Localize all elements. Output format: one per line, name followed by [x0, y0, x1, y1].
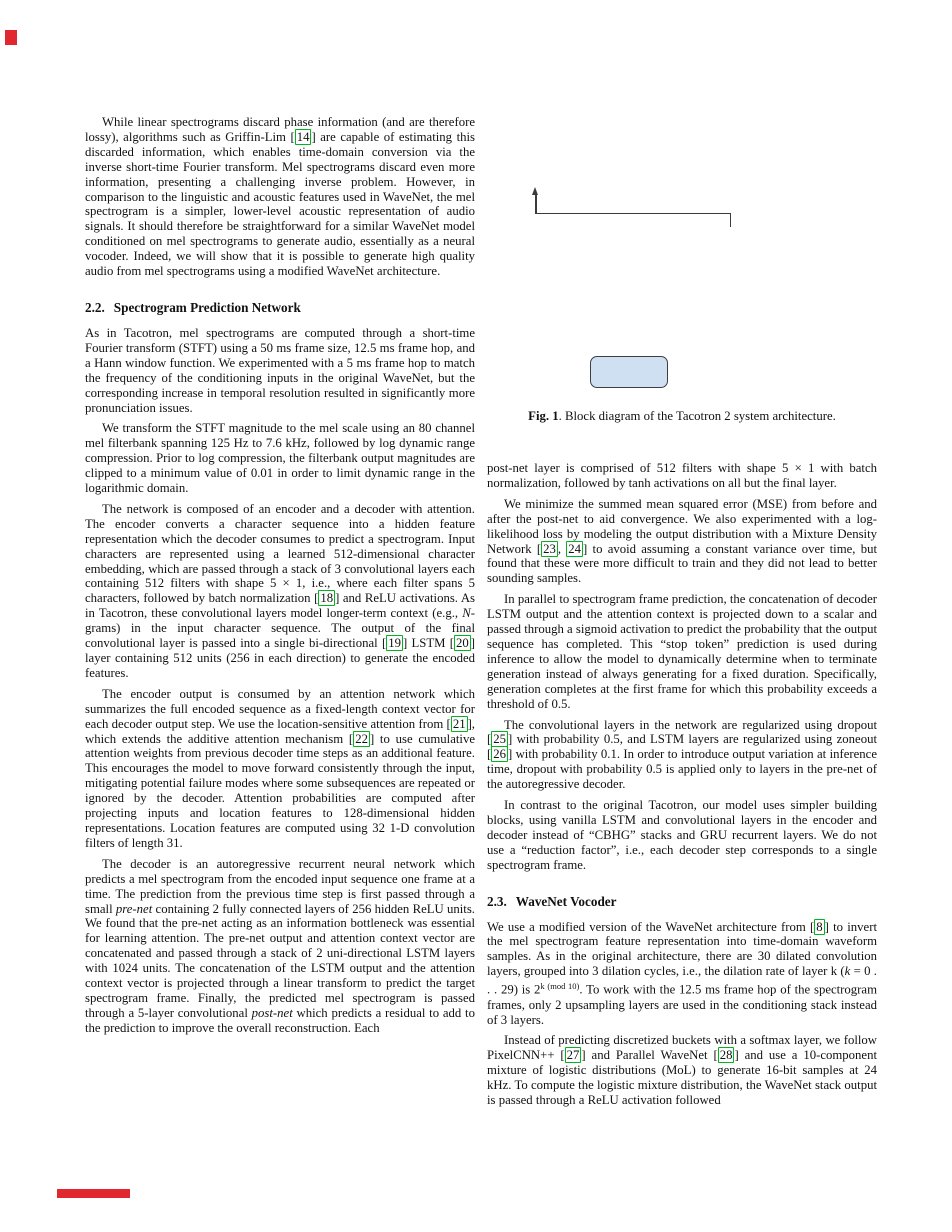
citation-link[interactable]: 24	[568, 541, 582, 556]
citation-link[interactable]: 21	[452, 716, 466, 731]
paragraph: The encoder output is consumed by an attention network which summarizes the full encoded sequence as a fixed-length context vector for each decoder output step. We use the location-sensitive attention from [ 21 ], which extends the additive attention mechanism [ 22 ] to use cumulative attention weights from previous decoder time steps as an additional feature. This encourages the model to move forward consistently through the input, mitigating potential failure modes where some subsequences are repeated or ignored by the decoder. Attention probabilities are computed after projecting inputs and location features to 128-dimensional hidden representations. Location features are computed using 32 1-D convolution filters of length 31.	[85, 686, 475, 850]
paragraph: post-net layer is comprised of 512 filters with shape 5 × 1 with batch normalization, followed by tanh activations on all but the final layer.	[487, 461, 877, 490]
red-annotation-top-left	[5, 30, 17, 45]
right-column	[487, 130, 877, 1114]
figure-1-diagram	[487, 130, 877, 408]
citation-link[interactable]: 26	[493, 747, 506, 762]
citation-link[interactable]: 22	[355, 731, 368, 746]
figure-1-caption	[487, 408, 877, 424]
paragraph: We use a modified version of the WaveNet architecture from [ 8 ] to invert the mel spectrogram feature representation into time-domain waveform samples. As in the original architecture, there are 30 dilated convolution layers, grouped into 3 dilation cycles, i.e., the dilation rate of layer k (k = 0 . . . 29) is $2^{k (mod 10)}$. To work with the 12.5 ms frame hop of the spectrogram frames, only 2 upsampling layers are used in the conditioning stack instead of 3 layers.	[487, 919, 877, 1027]
citation-link[interactable]: 8	[816, 919, 823, 934]
connector-line-horizontal	[535, 213, 731, 215]
left-column	[85, 115, 475, 1042]
citation-link[interactable]: 19	[388, 636, 401, 651]
citation-link[interactable]: 20	[456, 636, 469, 651]
figure-caption-text: . Block diagram of the Tacotron 2 system architecture.	[558, 409, 836, 423]
diagram-block	[590, 356, 668, 388]
paragraph: While linear spectrograms discard phase information (and are therefore lossy), algorithms such as Griffin-Lim [ 14 ] are capable of estimating this discarded information, which enables time-domain conversion via the inverse short-time Fourier transform. Mel spectrograms discard even more information, presenting a challenging inverse problem. However, in comparison to the linguistic and acoustic features used in WaveNet, the mel spectrogram is a simpler, lower-level acoustic representation of audio signals. It should therefore be straightforward for a similar WaveNet model conditioned on mel spectrograms to generate audio, essentially as a neural vocoder. Indeed, we will show that it is possible to generate high quality audio from mel spectrograms using a modified WaveNet architecture.	[85, 115, 475, 279]
section-heading-2-3	[487, 893, 877, 910]
paragraph: The network is composed of an encoder and a decoder with attention. The encoder converts a character sequence into a hidden feature representation which the decoder consumes to predict a spectrogram. Input characters are represented using a learned 512-dimensional character embedding, which are passed through a stack of 3 convolutional layers each containing 512 filters with shape 5 × 1, i.e., where each filter spans 5 characters, followed by batch normalization [ 18 ] and ReLU activations. As in Tacotron, these convolutional layers model longer-term context (e.g., N-grams) in the input character sequence. The output of the final convolutional layer is passed into a single bi-directional [ 19 ] LSTM [ 20 ] layer containing 512 units (256 in each direction) to generate the encoded features.	[85, 501, 476, 680]
citation-link[interactable]: 28	[719, 1048, 733, 1063]
paragraph: In contrast to the original Tacotron, our model uses simpler building blocks, using vanilla LSTM and convolutional layers in the encoder and decoder instead of “CBHG” stacks and GRU recurrent layers. We do not use a “reduction factor”, i.e., each decoder step corresponds to a single spectrogram frame.	[487, 798, 877, 872]
citation-link[interactable]: 14	[296, 129, 310, 144]
connector-line-vertical	[535, 194, 537, 213]
citation-link[interactable]: 27	[566, 1048, 580, 1063]
citation-link[interactable]: 18	[320, 591, 334, 606]
citation-link[interactable]: 23	[543, 541, 556, 556]
paragraph: In parallel to spectrogram frame prediction, the concatenation of decoder LSTM output and the attention context is projected down to a scalar and passed through a sigmoid activation to predict the probability that the output sequence has completed. This “stop token” prediction is used during inference to allow the model to dynamically determine when to terminate generation instead of always generating for a fixed duration. Specifically, generation completes at the first frame for which this probability exceeds a threshold of 0.5.	[487, 592, 877, 711]
section-heading-2-2	[85, 299, 475, 316]
paragraph: The decoder is an autoregressive recurrent neural network which predicts a mel spectrogram from the encoded input sequence one frame at a time. The prediction from the previous time step is first passed through a small pre-net containing 2 fully connected layers of 256 hidden ReLU units. We found that the pre-net acting as an information bottleneck was essential for learning attention. The pre-net output and attention context vector are concatenated and passed through a stack of 2 uni-directional LSTM layers with 1024 units. The concatenation of the LSTM output and the attention context vector is projected through a linear transform to predict the target spectrogram frame. Finally, the predicted mel spectrogram is passed through a 5-layer convolutional post-net which predicts a residual to add to the prediction to improve the overall reconstruction. Each	[85, 856, 475, 1035]
section-title: WaveNet Vocoder	[515, 893, 617, 909]
paragraph: We minimize the summed mean squared error (MSE) from before and after the post-net to aid convergence. We also experimented with a log-likelihood loss by modeling the output distribution with a Mixture Density Network [ 23 , 24 ] to avoid assuming a constant variance over time, but found that these were more difficult to train and they did not lead to better sounding samples.	[487, 496, 878, 586]
red-annotation-bottom-left	[57, 1189, 130, 1198]
citation-link[interactable]: 25	[493, 732, 506, 747]
paragraph: As in Tacotron, mel spectrograms are computed through a short-time Fourier transform (STFT) using a 50 ms frame size, 12.5 ms frame hop, and a Hann window function. We experimented with a 5 ms frame hop to match the frequency of the conditioning inputs in the original WaveNet, but the corresponding increase in temporal resolution resulted in significantly more pronunciation issues.	[85, 325, 475, 415]
paragraph: Instead of predicting discretized buckets with a softmax layer, we follow PixelCNN++ [ 27 ] and Parallel WaveNet [ 28 ] and use a 10-component mixture of logistic distributions (MoL) to generate 16-bit samples at 24 kHz. To compute the logistic mixture distribution, the WaveNet stack output is passed through a ReLU activation followed	[487, 1033, 877, 1108]
paragraph: The convolutional layers in the network are regularized using dropout [ 25 ] with probability 0.5, and LSTM layers are regularized using zoneout [ 26 ] with probability 0.1. In order to introduce output variation at inference time, dropout with probability 0.5 is applied only to layers in the pre-net of the autoregressive decoder.	[487, 717, 877, 792]
section-number: 2.3.	[487, 893, 507, 909]
figure-label: Fig. 1	[528, 409, 559, 423]
section-number: 2.2.	[85, 299, 105, 315]
paragraph: We transform the STFT magnitude to the mel scale using an 80 channel mel filterbank spanning 125 Hz to 7.6 kHz, followed by log dynamic range compression. Prior to log compression, the filterbank output magnitudes are clipped to a minimum value of 0.01 in order to limit dynamic range in the logarithmic domain.	[85, 421, 475, 496]
section-title: Spectrogram Prediction Network	[113, 299, 301, 315]
connector-line-tick	[730, 213, 732, 228]
